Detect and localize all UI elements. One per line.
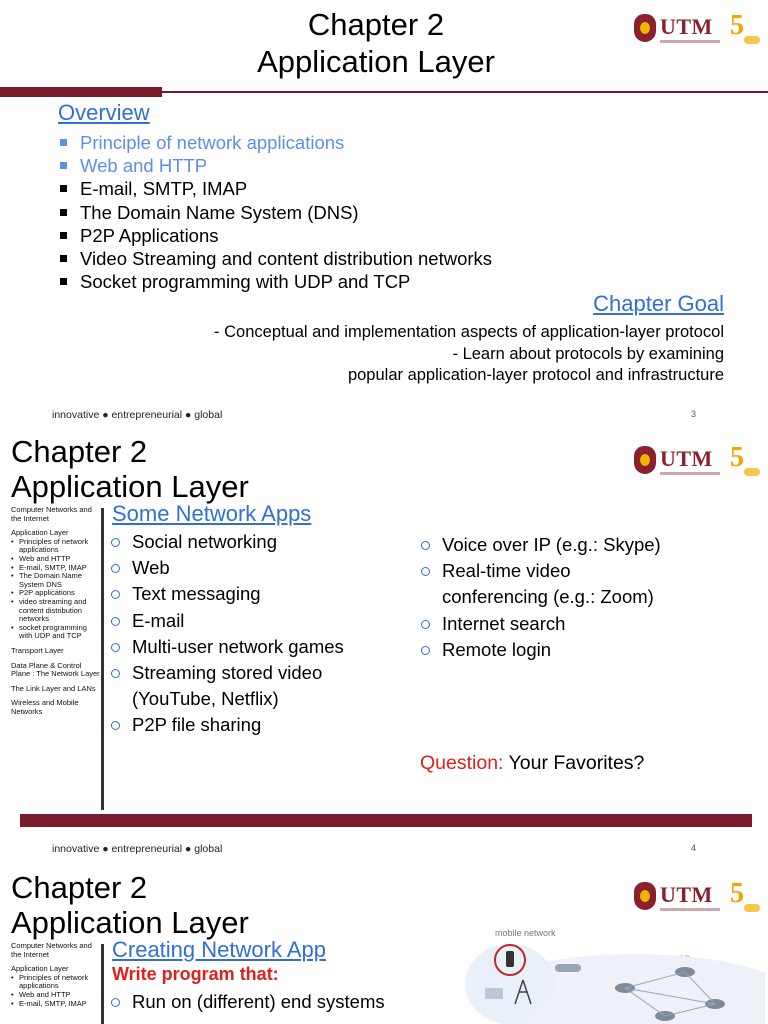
- sidebar-divider: [101, 508, 104, 810]
- anniversary-50-icon: 5: [730, 10, 744, 41]
- list-item: Multi-user network games: [110, 634, 344, 660]
- utm-logo-text: UTM: [660, 14, 713, 39]
- sidebar-subitem[interactable]: • The Domain Name System DNS: [11, 572, 101, 589]
- car-icon: [555, 964, 581, 972]
- section-heading[interactable]: Some Network Apps: [112, 501, 312, 526]
- slide-title: Chapter 2 Application Layer: [11, 870, 249, 940]
- sidebar-item[interactable]: The Link Layer and LANs: [11, 683, 96, 693]
- list-item: P2P Applications: [58, 224, 492, 247]
- sidebar-subitem[interactable]: • video streaming and content distribution networks: [11, 598, 101, 624]
- utm-logo-text: UTM: [660, 882, 713, 907]
- utm-logo: [634, 442, 760, 486]
- laptop-icon: [485, 988, 503, 999]
- list-item: Internet search: [420, 611, 661, 637]
- list-item: Text messaging: [110, 581, 344, 607]
- sidebar-subitem[interactable]: • E-mail, SMTP, IMAP: [11, 564, 101, 573]
- slide-creating-app: [0, 868, 768, 1024]
- utm-crest-icon: [634, 446, 656, 474]
- anniversary-50-icon: 5: [730, 442, 744, 473]
- apps-list-left: [110, 529, 344, 739]
- list-item: Remote login: [420, 637, 661, 663]
- list-item: E-mail: [110, 608, 344, 634]
- sidebar-sublist: [11, 538, 101, 641]
- chapter-sidebar: [11, 506, 101, 722]
- apps-list-right: [420, 532, 661, 663]
- sidebar-subitem[interactable]: • Web and HTTP: [11, 555, 101, 564]
- anniversary-50-icon: 5: [730, 878, 744, 909]
- sidebar-subitem[interactable]: • Principles of network applications: [11, 974, 101, 991]
- section-heading[interactable]: Creating Network App: [112, 937, 326, 962]
- overview-list: [58, 131, 492, 293]
- sidebar-subitem[interactable]: • Web and HTTP: [11, 991, 101, 1000]
- sidebar-item[interactable]: Computer Networks and the Internet: [11, 941, 92, 959]
- page-number: 3: [690, 409, 696, 419]
- list-item: Streaming stored video (YouTube, Netflix): [110, 660, 344, 712]
- slide-title: Chapter 2 Application Layer: [11, 434, 249, 504]
- list-item: P2P file sharing: [110, 712, 344, 738]
- mobile-network-label: mobile network: [495, 928, 556, 938]
- list-item: Voice over IP (e.g.: Skype): [420, 532, 661, 558]
- page-number: 4: [690, 843, 696, 853]
- utm-crest-icon: [634, 882, 656, 910]
- overview-heading[interactable]: Overview: [58, 100, 150, 125]
- list-item[interactable]: Principle of network applications: [58, 131, 492, 154]
- utm-logo: [634, 878, 760, 922]
- utm-crest-icon: [634, 14, 656, 42]
- sidebar-item[interactable]: Application Layer: [11, 964, 69, 974]
- question-prompt: Question: Your Favorites?: [420, 752, 645, 774]
- utm-logo: [634, 10, 760, 54]
- footer-tagline: innovative ● entrepreneurial ● global: [52, 843, 223, 855]
- list-item: Real-time video conferencing (e.g.: Zoom): [420, 558, 661, 610]
- chapter-goal-heading[interactable]: Chapter Goal: [593, 291, 724, 316]
- list-item: E-mail, SMTP, IMAP: [58, 177, 492, 200]
- footer-bar: [20, 814, 752, 827]
- sidebar-subitem[interactable]: • P2P applications: [11, 589, 101, 598]
- sidebar-subitem[interactable]: • socket programming with UDP and TCP: [11, 624, 101, 641]
- footer-tagline: innovative ● entrepreneurial ● global: [52, 409, 223, 421]
- list-item: Video Streaming and content distribution networks: [58, 247, 492, 270]
- sidebar-divider: [101, 944, 104, 1024]
- requirements-list: [110, 989, 385, 1015]
- slide-title: Chapter 2 Application Layer: [257, 7, 495, 79]
- title-divider: [0, 87, 768, 97]
- utm-logo-text: UTM: [660, 446, 713, 471]
- sidebar-item[interactable]: Wireless and Mobile Networks: [11, 698, 79, 716]
- chapter-sidebar: [11, 942, 101, 1014]
- list-item: The Domain Name System (DNS): [58, 201, 492, 224]
- sidebar-subitem[interactable]: • E-mail, SMTP, IMAP: [11, 1000, 101, 1009]
- list-item[interactable]: Web and HTTP: [58, 154, 492, 177]
- sidebar-item[interactable]: Computer Networks and the Internet: [11, 505, 92, 523]
- sidebar-sublist: [11, 974, 101, 1008]
- network-diagram: [465, 924, 765, 1024]
- sidebar-item[interactable]: Data Plane & Control Plane : The Network Layer: [11, 660, 100, 679]
- slide-overview: [0, 0, 768, 430]
- list-item: Socket programming with UDP and TCP: [58, 270, 492, 293]
- phone-icon: [506, 951, 514, 967]
- chapter-goal-text: - Conceptual and implementation aspects of application-layer protocol - Learn about protocols by examining popular application-layer protocol and infrastructure: [214, 323, 724, 384]
- subheading: Write program that:: [112, 964, 279, 984]
- slide-network-apps: [0, 432, 768, 866]
- sidebar-item[interactable]: Application Layer: [11, 528, 69, 538]
- list-item: Social networking: [110, 529, 344, 555]
- sidebar-subitem[interactable]: • Principles of network applications: [11, 538, 101, 555]
- sidebar-item[interactable]: Transport Layer: [11, 645, 64, 655]
- list-item: Run on (different) end systems: [110, 989, 385, 1015]
- list-item: Web: [110, 555, 344, 581]
